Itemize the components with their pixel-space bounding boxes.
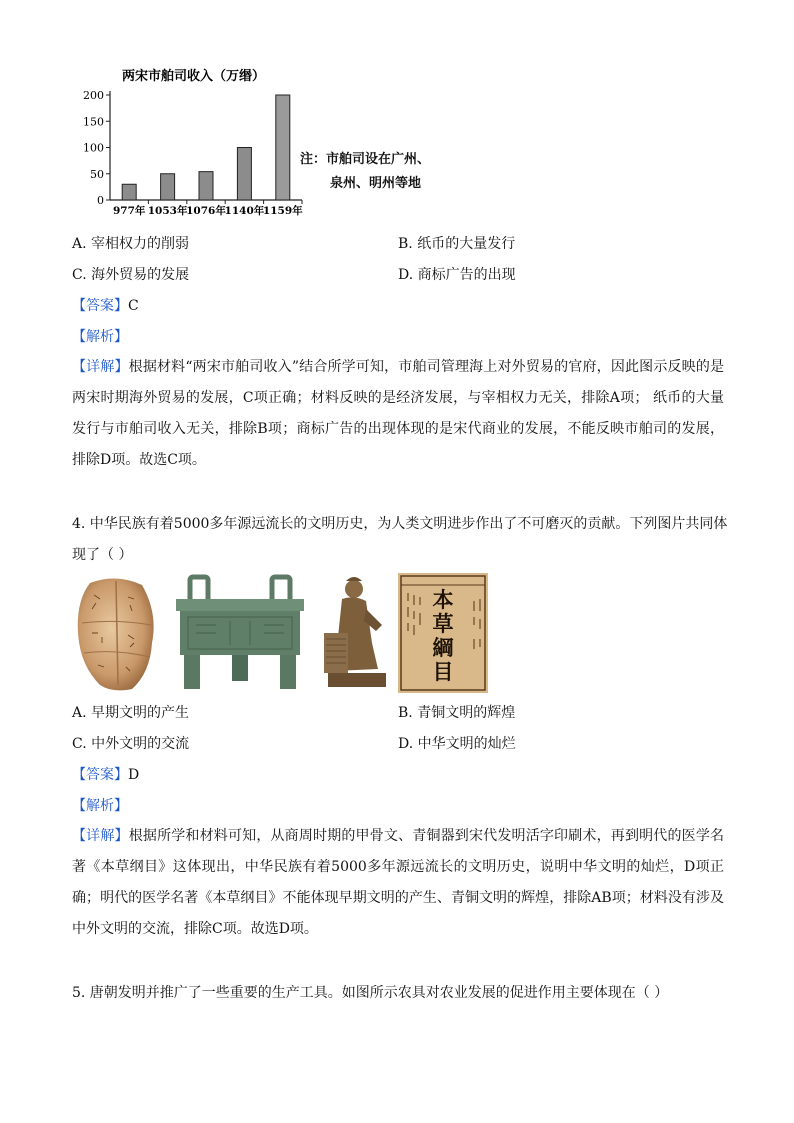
q4-detail-text: 根据所学和材料可知，从商周时期的甲骨文、青铜器到宋代发明活字印刷术，再到明代的医学名著《本草纲目》这体现出，中华民族有着5000多年源远流长的文明历史，说明中华文明的灿烂，D项正确；明代的医学名著《本草纲目》不能体现早期文明的产生、青铜文明的辉煌，排除AB项；材料没有涉及中外文明的交流，排除C项。故选D项。 — [72, 828, 725, 937]
x-tick-label: 1053年 — [147, 205, 188, 217]
book-title-char: 綱 — [432, 635, 454, 660]
y-tick-label: 50 — [90, 167, 104, 181]
oracle-bone-svg — [72, 573, 160, 693]
statue-svg — [320, 573, 392, 693]
bar — [199, 172, 213, 200]
y-tick-label: 150 — [83, 115, 104, 129]
x-tick-label: 977年 — [112, 205, 146, 217]
oracle-bone-image — [72, 573, 160, 693]
q3-option-b: B. 纸币的大量发行 — [398, 236, 516, 252]
q4-option-b: B. 青铜文明的辉煌 — [398, 705, 516, 721]
y-tick-label: 100 — [83, 141, 104, 155]
bar — [237, 148, 251, 201]
bencao-gangmu-image — [398, 573, 488, 693]
book-title-char: 本 — [432, 587, 454, 612]
q3-option-a: A. 宰相权力的削弱 — [72, 236, 190, 252]
q4-detail — [72, 821, 724, 945]
chart-title: 两宋市舶司收入（万缗） — [122, 69, 266, 84]
q3-option-c: C. 海外贸易的发展 — [72, 267, 190, 283]
q4-detail-tag: 【详解】 — [72, 828, 129, 844]
x-tick-label: 1140年 — [224, 205, 265, 217]
bar — [161, 174, 175, 200]
q3-detail-text: 根据材料“两宋市舶司收入”结合所学可知，市舶司管理海上对外贸易的官府，因此图示反映的是两宋时期海外贸易的发展，C项正确；材料反映的是经济发展，与宰相权力无关，排除A项； 纸币的大量发行与市舶司收入无关，排除B项；商标广告的出现体现的是宋代商业的发展，不能反映市舶司的发展，排除D项。故选C项。 — [72, 359, 725, 468]
chart-note-line1: 注：市舶司设在广州、 — [300, 152, 431, 167]
q4-stem-line2: 现了（ ） — [72, 547, 133, 563]
bronze-ding-image — [170, 573, 310, 693]
y-tick-label: 200 — [83, 89, 104, 102]
revenue-bar-chart — [80, 58, 440, 223]
q3-option-d: D. 商标广告的出现 — [398, 267, 516, 283]
q4-analysis-tag: 【解析】 — [72, 798, 128, 814]
q4-option-a: A. 早期文明的产生 — [72, 705, 190, 721]
bi-sheng-statue-image — [320, 573, 392, 693]
x-tick-label: 1076年 — [186, 205, 226, 217]
q3-answer — [72, 296, 139, 316]
q3-detail-tag: 【详解】 — [72, 359, 129, 375]
q4-option-d: D. 中华文明的灿烂 — [398, 736, 516, 752]
q3-analysis-heading — [72, 327, 128, 347]
q3-answer-tag: 【答案】 — [72, 298, 128, 314]
q3-analysis-tag: 【解析】 — [72, 329, 128, 345]
q4-answer — [72, 765, 139, 785]
bar — [276, 95, 290, 200]
bar — [122, 184, 136, 200]
x-tick-label: 1159年 — [262, 205, 303, 217]
book-cover-svg — [398, 573, 488, 693]
q4-analysis-heading — [72, 796, 128, 816]
bronze-ding-svg — [170, 573, 310, 693]
y-tick-label: 0 — [97, 194, 104, 207]
q4-option-c: C. 中外文明的交流 — [72, 736, 190, 752]
q3-answer-value: C — [128, 298, 139, 314]
q4-answer-tag: 【答案】 — [72, 767, 128, 783]
book-title-char: 目 — [432, 659, 454, 684]
q3-detail — [72, 352, 724, 476]
chart-note-line2: 泉州、明州等地 — [330, 176, 422, 191]
chart-svg — [80, 58, 440, 223]
q4-answer-value: D — [128, 767, 140, 783]
q4-stem-line1: 4. 中华民族有着5000多年源远流长的文明历史，为人类文明进步作出了不可磨灭的贡献。下列图片共同体 — [72, 516, 728, 532]
book-title-char: 草 — [432, 611, 454, 636]
q5-stem: 5. 唐朝发明并推广了一些重要的生产工具。如图所示农具对农业发展的促进作用主要体现在（ ） — [72, 985, 669, 1001]
